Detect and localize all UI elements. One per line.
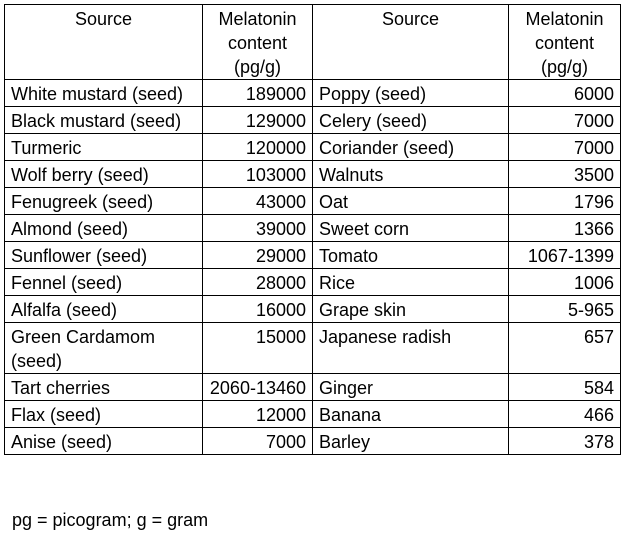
cell-source-left: Anise (seed) (5, 428, 203, 455)
cell-content-right: 6000 (509, 80, 621, 107)
cell-content-left: 29000 (203, 242, 313, 269)
cell-source-left: Tart cherries (5, 374, 203, 401)
cell-content-right: 7000 (509, 107, 621, 134)
cell-source-left: Sunflower (seed) (5, 242, 203, 269)
header-source-right: Source (313, 5, 509, 80)
cell-source-right: Tomato (313, 242, 509, 269)
cell-source-left: Green Cardamom (seed) (5, 323, 203, 374)
cell-content-right: 378 (509, 428, 621, 455)
cell-content-right: 1067-1399 (509, 242, 621, 269)
cell-content-left: 16000 (203, 296, 313, 323)
cell-content-left: 129000 (203, 107, 313, 134)
cell-source-right: Banana (313, 401, 509, 428)
cell-source-right: Grape skin (313, 296, 509, 323)
cell-source-right: Japanese radish (313, 323, 509, 374)
cell-source-left: Turmeric (5, 134, 203, 161)
cell-source-right: Poppy (seed) (313, 80, 509, 107)
table-row (5, 374, 621, 401)
table-row (5, 323, 621, 374)
table-row (5, 401, 621, 428)
cell-source-left: Alfalfa (seed) (5, 296, 203, 323)
table-body (5, 80, 621, 455)
cell-content-left: 7000 (203, 428, 313, 455)
cell-source-left: Black mustard (seed) (5, 107, 203, 134)
table-header (5, 5, 621, 80)
cell-source-left: Almond (seed) (5, 215, 203, 242)
cell-content-right: 584 (509, 374, 621, 401)
cell-content-right: 1796 (509, 188, 621, 215)
cell-source-left: Fenugreek (seed) (5, 188, 203, 215)
header-row (5, 5, 621, 80)
cell-content-right: 466 (509, 401, 621, 428)
cell-content-right: 1366 (509, 215, 621, 242)
cell-source-left: Fennel (seed) (5, 269, 203, 296)
cell-source-left: White mustard (seed) (5, 80, 203, 107)
cell-source-right: Coriander (seed) (313, 134, 509, 161)
melatonin-table (4, 4, 621, 455)
footnote: pg = picogram; g = gram (12, 510, 209, 530)
cell-content-left: 189000 (203, 80, 313, 107)
cell-content-left: 15000 (203, 323, 313, 374)
cell-source-right: Walnuts (313, 161, 509, 188)
table-row (5, 269, 621, 296)
cell-content-left: 120000 (203, 134, 313, 161)
cell-content-left: 12000 (203, 401, 313, 428)
cell-content-left: 43000 (203, 188, 313, 215)
table-row (5, 134, 621, 161)
cell-content-left: 2060-13460 (203, 374, 313, 401)
cell-source-right: Celery (seed) (313, 107, 509, 134)
cell-source-left: Wolf berry (seed) (5, 161, 203, 188)
table-row (5, 428, 621, 455)
cell-content-right: 7000 (509, 134, 621, 161)
table-row (5, 188, 621, 215)
cell-source-right: Barley (313, 428, 509, 455)
cell-content-left: 39000 (203, 215, 313, 242)
table-row (5, 161, 621, 188)
cell-content-left: 28000 (203, 269, 313, 296)
table-row (5, 80, 621, 107)
table-row (5, 215, 621, 242)
cell-content-left: 103000 (203, 161, 313, 188)
cell-content-right: 5-965 (509, 296, 621, 323)
cell-source-right: Rice (313, 269, 509, 296)
cell-source-right: Ginger (313, 374, 509, 401)
cell-content-right: 657 (509, 323, 621, 374)
cell-content-right: 3500 (509, 161, 621, 188)
cell-content-right: 1006 (509, 269, 621, 296)
cell-source-right: Sweet corn (313, 215, 509, 242)
table-row (5, 242, 621, 269)
cell-source-right: Oat (313, 188, 509, 215)
table-row (5, 107, 621, 134)
header-source-left: Source (5, 5, 203, 80)
cell-source-left: Flax (seed) (5, 401, 203, 428)
header-content-left: Melatonin content (pg/g) (203, 5, 313, 80)
table-row (5, 296, 621, 323)
header-content-right: Melatonin content (pg/g) (509, 5, 621, 80)
